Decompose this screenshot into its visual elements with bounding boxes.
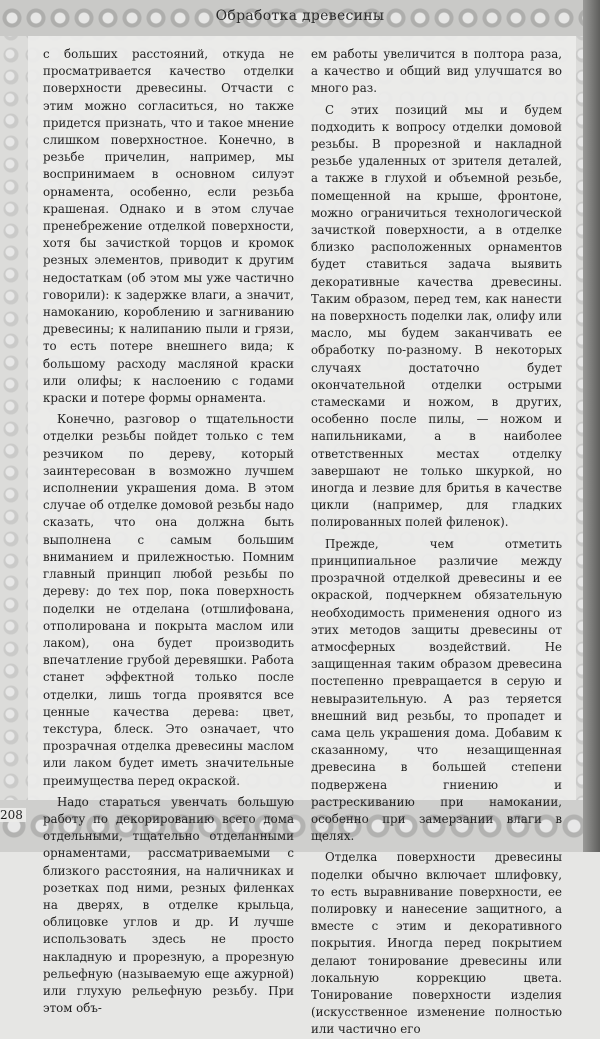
- paragraph: Конечно, разговор о тщательности отделки резьбы пойдет только с тем резчиком по дереву, который заинтересован в возможно лучшем исполнении украшения дома. В этом случае об отделке домовой резьбы надо сказать, что она должна быть выполнена с самым большим вниманием и прилежностью. Помним главный принцип любой резьбы по дереву: до тех пор, пока поверхность поделки не отделана (отшлифована, отполирована и покрыта маслом или лаком), она будет производить впечатление грубой деревяшки. Работа станет эффектной только после отделки, лишь тогда проявятся все ценные качества дерева: цвет, текстура, блеск. Это означает, что прозрачная отделка древесины маслом или лаком будет иметь значительные преимущества перед окраской.: [43, 412, 294, 788]
- paragraph: Прежде, чем отметить принципиальное различие между прозрачной отделкой древесины и ее окраской, подчеркнем обязательную необходимость применения одного из этих методов защиты древесины от атмосферных воздействий. Не защищенная таким образом древесина постепенно превращается в серую и невыразительную. А раз теряется внешний вид резьбы, то пропадет и сама цель украшения дома. Добавим к сказанному, что незащищенная древесина в большей степени подвержена гниению и растрескиванию при намокании, особенно при замерзании влаги в щелях.: [311, 536, 562, 844]
- paragraph: Надо стараться увенчать большую работу по декорированию всего дома отдельными, тщательно отделанными орнаментами, рассматриваемыми с близкого расстояния, на наличниках и розетках под ними, резных филенках на дверях, в отделке крыльца, облицовке углов и др. И лучше использовать здесь не просто накладную и прорезную, а прорезную рельефную (называемую еще ажурной) или глухую рельефную резьбу. При этом объ-: [43, 794, 294, 1016]
- paragraph: С этих позиций мы и будем подходить к вопросу отделки домовой резьбы. В прорезной и накладной резьбе удаленных от зрителя деталей, а также в глухой и объемной резьбе, помещенной на крыше, фронтоне, можно ограничиться технологической зачисткой поверхности, а в отделке близко расположенных орнаментов будет ставиться задача выявить декоративные качества древесины. Таким образом, перед тем, как нанести на поверхность поделки лак, олифу или масло, мы будем заканчивать ее обработку по-разному. В некоторых случаях достаточно будет окончательной отделки острыми стамесками и ножом, в других, особенно после пилы, — ножом и напильниками, а в наиболее ответственных местах отделку завершают не только шкуркой, но иногда и лезвие для бритья в качестве цикли (например, для гладких полированных полей филенок).: [311, 102, 562, 530]
- paragraph: с больших расстояний, откуда не просматривается качество отделки поверхности древесины. Отчасти с этим можно согласиться, но также придется признать, что и такое мнение слишком поверхностное. Конечно, в резьбе причелин, например, мы воспринимаем в основном силуэт орнамента, особенно, если резьба крашеная. Однако и в этом случае пренебрежение отделкой поверхности, хотя бы зачисткой торцов и кромок резных элементов, приводит к другим недостаткам (об этом мы уже частично говорили): к задержке влаги, а значит, намоканию, короблению и загниванию древесины; к налипанию пыли и грязи, то есть потере внешнего вида; к большому расходу масляной краски или олифы; к наслоению с годами краски и потере формы орнамента.: [43, 47, 294, 406]
- left-column: [43, 46, 294, 1017]
- running-header: Обработка древесины: [215, 8, 385, 24]
- paragraph: Отделка поверхности древесины поделки обычно включает шлифовку, то есть выравнивание поверхности, ее полировку и нанесение защитного, а вместе с этим и декоративного покрытия. Иногда перед покрытием делают тонирование древесины или локальную коррекцию цвета. Тонирование поверхности изделия (искусственное изменение полностью или частично его: [311, 850, 562, 1037]
- page-edge-shadow: [583, 0, 600, 852]
- right-column: [311, 46, 562, 1039]
- page-number: 208: [0, 808, 26, 822]
- paragraph: ем работы увеличится в полтора раза, а качество и общий вид улучшатся во много раз.: [311, 47, 562, 96]
